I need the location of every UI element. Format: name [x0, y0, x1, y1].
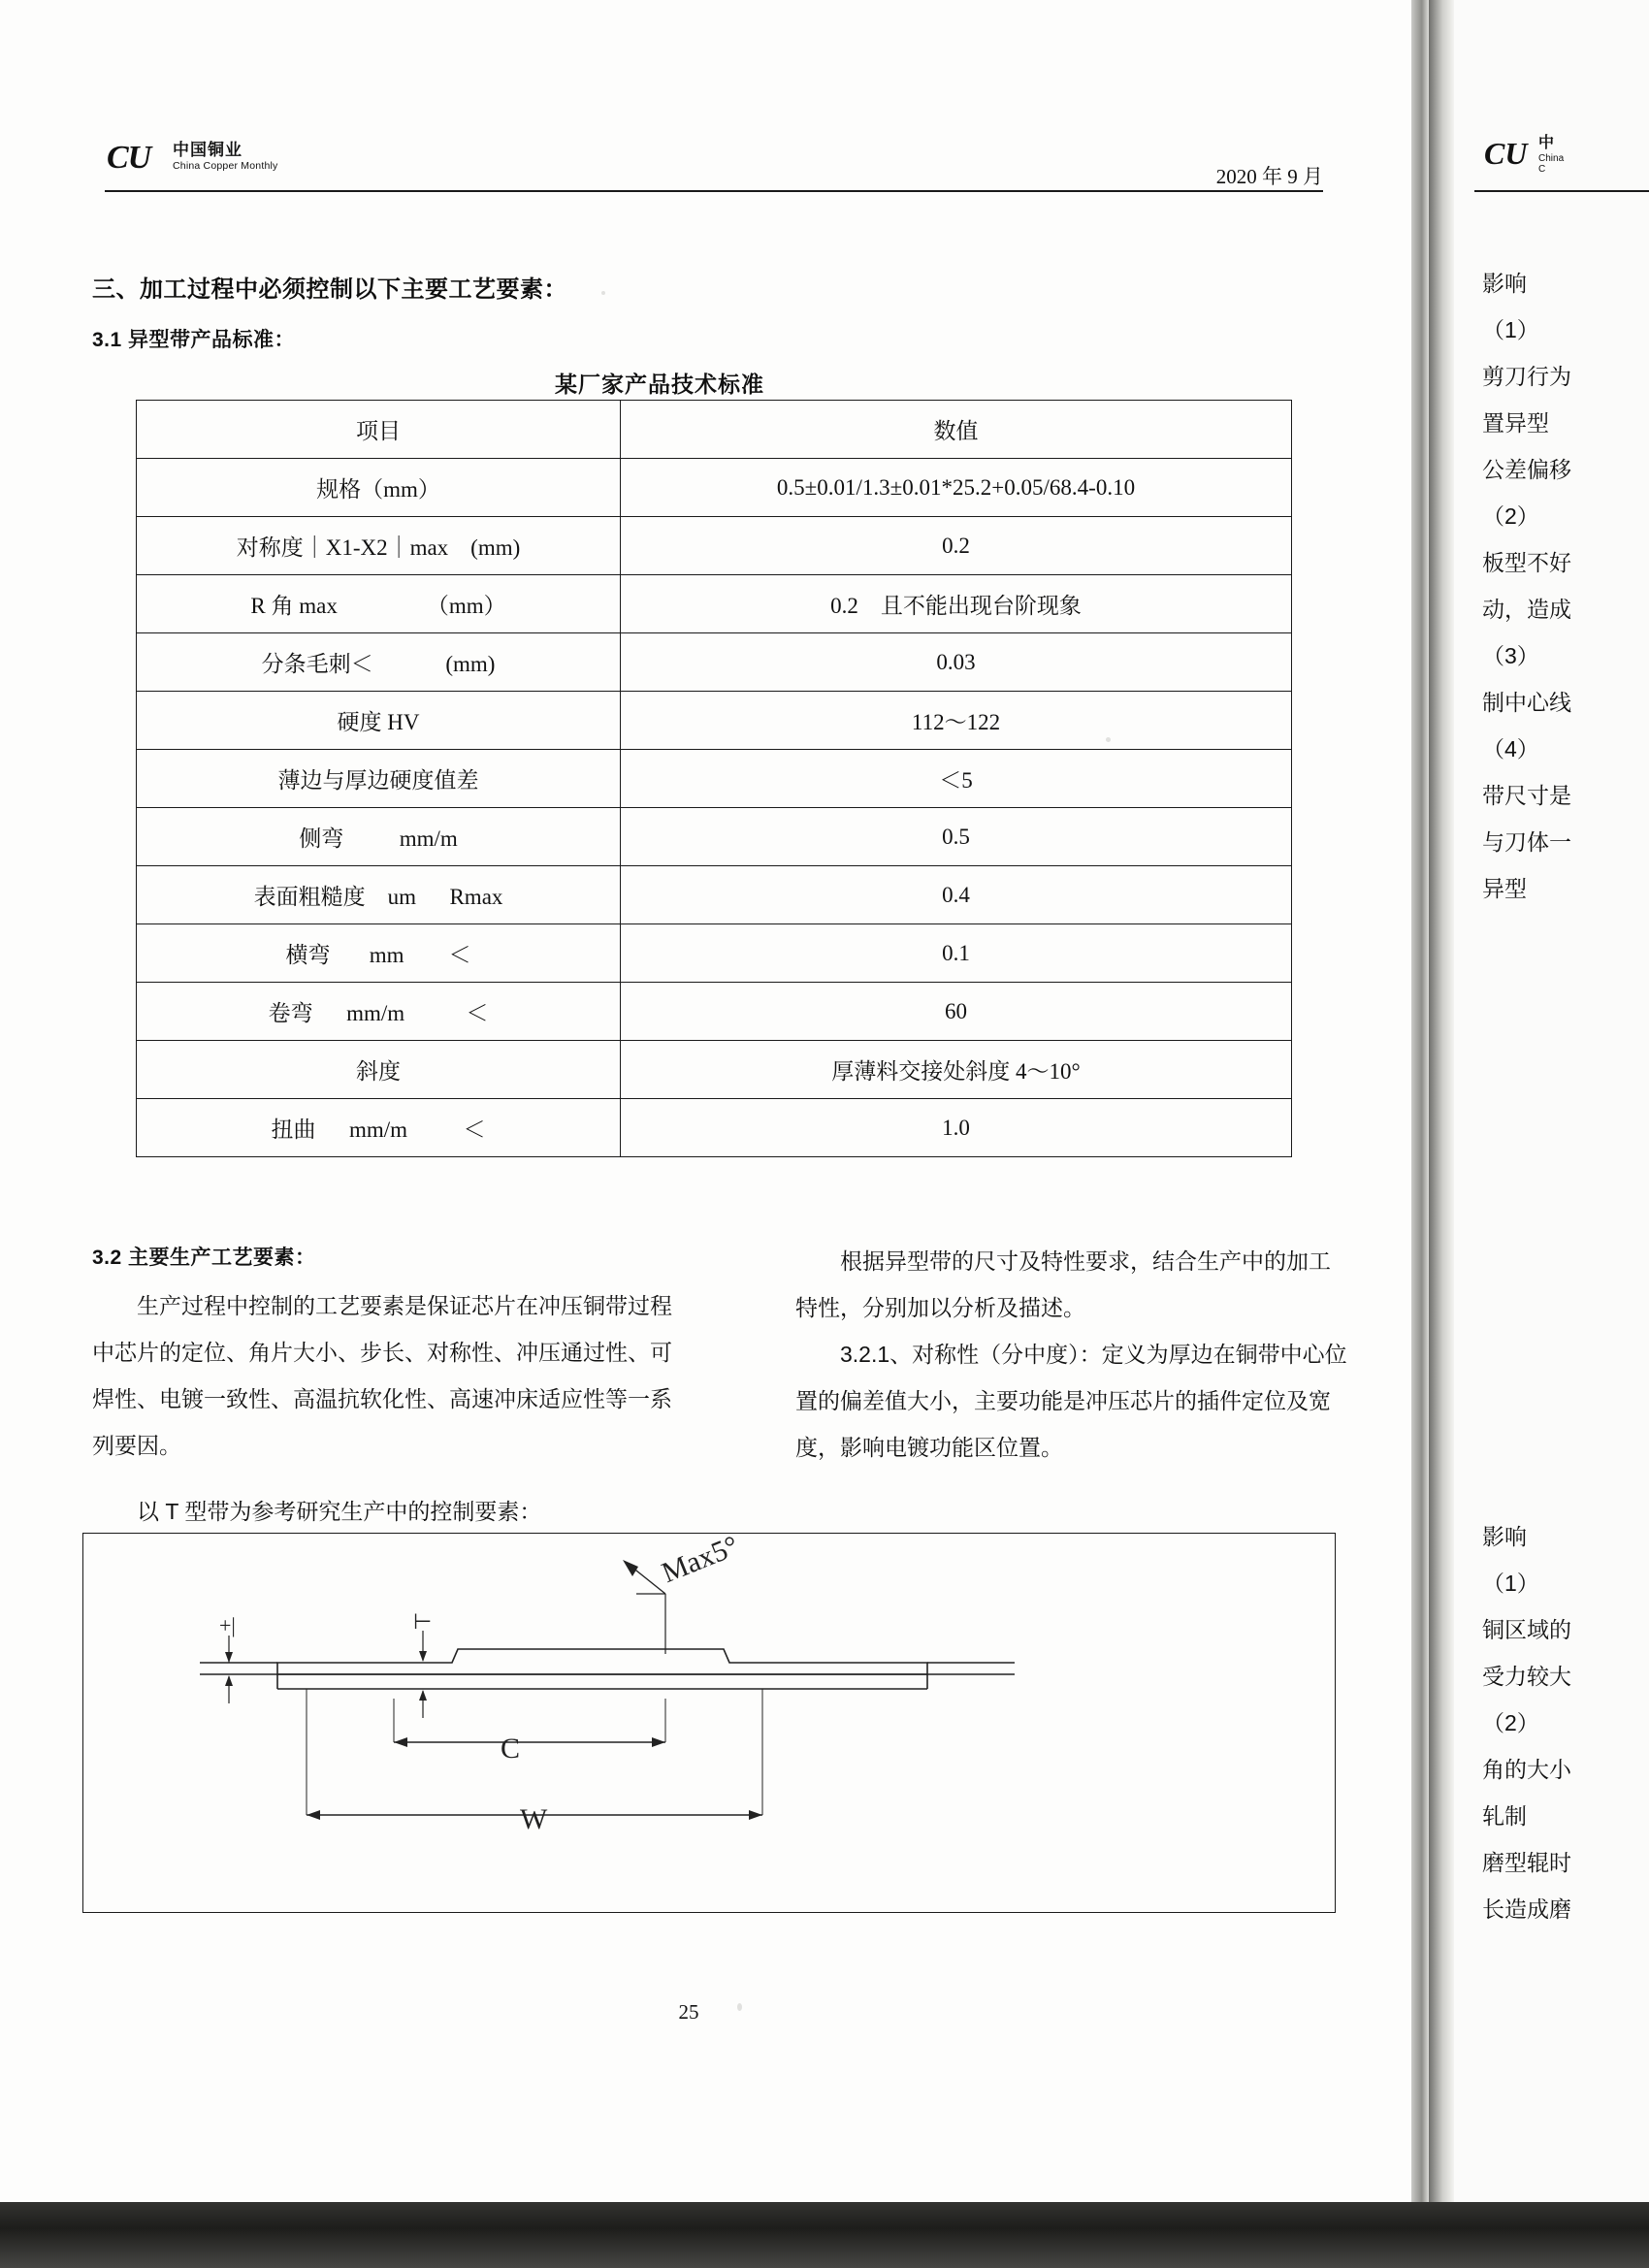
table-cell-value: 0.4: [621, 866, 1292, 924]
table-header-cell: 数值: [621, 401, 1292, 459]
page-fold-shadow: [1411, 0, 1429, 2202]
table-row: [137, 1099, 1292, 1157]
next-page-logo-mark: CU: [1484, 136, 1528, 171]
table-row: [137, 517, 1292, 575]
next-page-divider: [1474, 190, 1649, 192]
section-heading-3: 三、加工过程中必须控制以下主要工艺要素：: [92, 276, 567, 303]
table-cell-value: 60: [621, 983, 1292, 1041]
figure-lead-text: 以 T 型带为参考研究生产中的控制要素：: [137, 1499, 542, 1524]
table-cell-value: 0.5±0.01/1.3±0.01*25.2+0.05/68.4-0.10: [621, 459, 1292, 517]
next-page-line: 影响: [1482, 1524, 1527, 1549]
next-page-logo-en: China C: [1538, 153, 1565, 175]
left-column-text: 生产过程中控制的工艺要素是保证芯片在冲压铜带过程中芯片的定位、角片大小、步长、对称性、冲压通过性、可焊性、电镀一致性、高温抗软化性、高速冲床适应性等一系列要因。: [92, 1293, 672, 1458]
logo-mark: CU: [107, 140, 151, 176]
table-row: [137, 924, 1292, 983]
next-page-logo: [1484, 135, 1565, 175]
scan-bottom-edge: [0, 2202, 1649, 2268]
issue-date: 2020 年 9 月: [1215, 165, 1323, 188]
table-cell-item: 薄边与厚边硬度值差: [137, 750, 621, 808]
angle-label: Max5°: [657, 1529, 744, 1590]
book-gutter: [1429, 0, 1454, 2202]
tick-marker-mid: ⊢: [413, 1609, 433, 1634]
table-cell-value: 0.2 且不能出现台阶现象: [621, 575, 1292, 633]
next-page-line: 受力较大: [1482, 1664, 1571, 1689]
left-column-paragraph: [92, 1282, 674, 1469]
next-page-line: （2）: [1482, 1710, 1539, 1735]
table-row: [137, 808, 1292, 866]
right-column-text-1: 根据异型带的尺寸及特性要求，结合生产中的加工特性，分别加以分析及描述。: [795, 1248, 1331, 1320]
scan-speck: [737, 2003, 742, 2011]
section-heading-3-2: 3.2 主要生产工艺要素：: [92, 1247, 316, 1269]
next-page-line: 板型不好: [1482, 550, 1571, 575]
table-cell-item: 表面粗糙度 um Rmax: [137, 866, 621, 924]
table-cell-item: 硬度 HV: [137, 692, 621, 750]
next-page-line: 置异型: [1482, 410, 1549, 436]
next-page-line: 动，造成: [1482, 597, 1571, 622]
table-row: [137, 575, 1292, 633]
masthead-logo: [107, 136, 301, 182]
table-cell-item: 侧弯 mm/m: [137, 808, 621, 866]
table-cell-value: 112～122: [621, 692, 1292, 750]
next-page-line: （1）: [1482, 1571, 1539, 1596]
next-page-line: 异型: [1482, 876, 1527, 901]
next-page-line: （2）: [1482, 503, 1539, 529]
table-cell-item: 规格（mm）: [137, 459, 621, 517]
table-cell-item: 扭曲 mm/m ＜: [137, 1099, 621, 1157]
table-cell-value: 0.5: [621, 808, 1292, 866]
table-row: [137, 633, 1292, 692]
scan-speck: [1106, 737, 1111, 742]
next-page-line: （4）: [1482, 736, 1539, 761]
table-cell-item: 分条毛刺＜ (mm): [137, 633, 621, 692]
table-row: [137, 750, 1292, 808]
table-cell-item: 斜度: [137, 1041, 621, 1099]
logo-title-en: China Copper Monthly: [173, 160, 278, 172]
next-page-line: 角的大小: [1482, 1757, 1571, 1782]
right-column-paragraphs: [795, 1238, 1348, 1471]
tick-marker-left: +|: [219, 1613, 236, 1637]
table-cell-value: 0.2: [621, 517, 1292, 575]
table-row: [137, 866, 1292, 924]
next-page-line: （3）: [1482, 643, 1539, 668]
logo-title-cn: 中国铜业: [173, 141, 242, 159]
next-page-line: 磨型辊时: [1482, 1850, 1571, 1875]
table-cell-item: 卷弯 mm/m ＜: [137, 983, 621, 1041]
next-page-line: 长造成磨: [1482, 1896, 1571, 1922]
table-cell-value: ＜5: [621, 750, 1292, 808]
next-page-line: 公差偏移: [1482, 457, 1571, 482]
dimension-label-w: W: [520, 1803, 548, 1835]
next-page-line: 铜区域的: [1482, 1617, 1571, 1642]
table-cell-item: R 角 max （mm）: [137, 575, 621, 633]
next-page-line: 带尺寸是: [1482, 783, 1571, 808]
section-heading-3-1: 3.1 异型带产品标准：: [92, 329, 296, 351]
next-page-logo-cn: 中: [1538, 135, 1555, 151]
next-page-line: 轧制: [1482, 1803, 1527, 1829]
table-cell-item: 横弯 mm ＜: [137, 924, 621, 983]
next-page-line: （1）: [1482, 317, 1539, 342]
next-page-line: 与刀体一: [1482, 829, 1571, 855]
next-page-line: 制中心线: [1482, 690, 1571, 715]
next-page-column-bottom: [1482, 1513, 1649, 1932]
dimension-label-c: C: [501, 1733, 521, 1765]
table-cell-value: 0.03: [621, 633, 1292, 692]
table-header-row: [137, 401, 1292, 459]
table-row: [137, 692, 1292, 750]
spec-table: [136, 400, 1292, 1157]
table-row: [137, 1041, 1292, 1099]
table-cell-value: 厚薄料交接处斜度 4～10°: [621, 1041, 1292, 1099]
table-row: [137, 459, 1292, 517]
table-header-cell: 项目: [137, 401, 621, 459]
header-divider: [105, 190, 1323, 192]
table-cell-value: 1.0: [621, 1099, 1292, 1157]
table-caption: 某厂家产品技术标准: [555, 372, 764, 397]
next-page-line: 剪刀行为: [1482, 364, 1571, 389]
table-cell-value: 0.1: [621, 924, 1292, 983]
next-page-line: 影响: [1482, 271, 1527, 296]
scan-speck: [601, 291, 605, 295]
table-cell-item: 对称度｜X1-X2｜max (mm): [137, 517, 621, 575]
next-page-column-top: [1482, 260, 1649, 912]
right-column-text-2: 3.2.1、对称性（分中度）：定义为厚边在铜带中心位置的偏差值大小，主要功能是冲压芯片的插件定位及宽度，影响电镀功能区位置。: [795, 1342, 1347, 1460]
t-strip-diagram: [82, 1529, 1336, 1913]
page-number: 25: [678, 2000, 699, 2024]
diagram-svg: [83, 1534, 1335, 1910]
table-row: [137, 983, 1292, 1041]
